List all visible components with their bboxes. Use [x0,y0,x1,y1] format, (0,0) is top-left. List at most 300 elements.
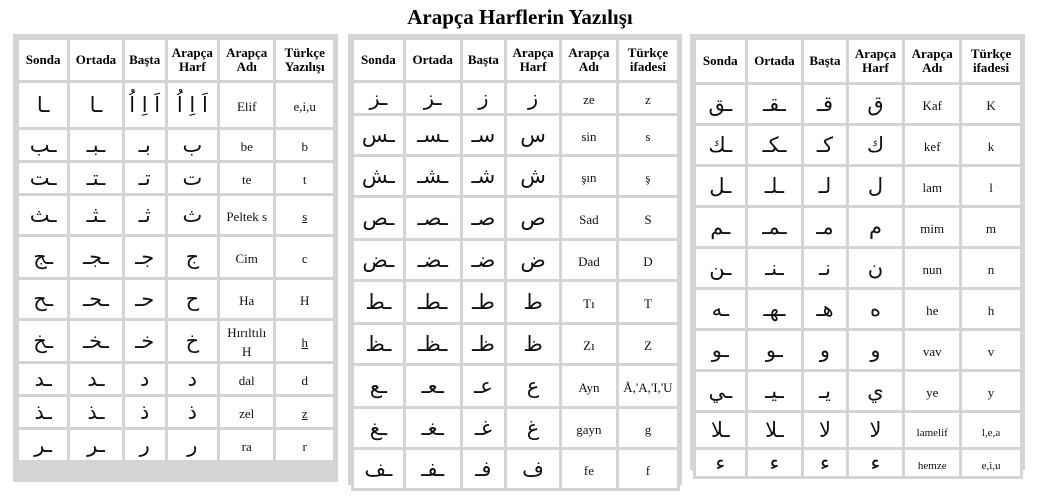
cell-ortada [748,167,802,205]
cell-turkce [619,409,677,447]
cell-basta [463,450,504,488]
cell-sonda [19,280,67,318]
arabic-letter-sonda: ـد [34,367,52,391]
cell-sonda [19,237,67,277]
cell-turkce [619,83,677,113]
turkish-equivalent: z [645,91,651,107]
column-header-sonda: Sonda [354,40,403,80]
arabic-letter-harf: خ [185,329,200,353]
cell-turkce [276,430,333,460]
arabic-letter-basta: اَ اِ اُ [129,93,161,117]
arabic-letter-ortada: ـغـ [421,416,444,440]
turkish-equivalent: z [301,405,308,421]
column-header-basta: Başta [463,40,504,80]
cell-sonda [354,325,403,363]
cell-basta [804,208,845,246]
cell-adi [905,413,959,447]
cell-basta [463,366,504,406]
cell-basta [463,83,504,113]
arabic-letter-sonda: ـا [36,93,50,117]
letter-table-2 [351,37,680,491]
cell-turkce [276,364,333,394]
column-header-adi: Arapça Adı [562,40,616,80]
table-row [354,366,677,406]
cell-harf [849,249,903,287]
arabic-letter-harf: ق [867,92,884,116]
arabic-letter-sonda: ـه [711,297,729,321]
cell-adi [562,157,616,195]
cell-sonda [354,198,403,238]
letter-name: Kaf [922,97,942,113]
letter-name: vav [922,343,942,359]
cell-turkce [276,83,333,127]
column-header-basta: Başta [804,40,845,82]
arabic-letter-ortada: ـجـ [83,245,109,269]
cell-harf [849,450,903,476]
cell-adi [562,366,616,406]
cell-basta [125,83,165,127]
arabic-letter-sonda: ء [715,451,726,475]
letter-name: te [242,171,252,187]
cell-harf [849,290,903,328]
cell-ortada [406,325,460,363]
turkish-equivalent: y [987,384,995,400]
cell-turkce [962,331,1020,369]
arabic-letter-basta: شـ [471,164,496,188]
table-row [19,397,333,427]
arabic-letter-harf: ش [520,164,546,188]
cell-sonda [354,157,403,195]
arabic-letter-sonda: ـغ [369,416,388,440]
arabic-letter-harf: ص [520,206,546,230]
letter-name: be [240,138,253,154]
arabic-letter-ortada: ـطـ [417,290,448,314]
arabic-letter-basta: سـ [471,123,496,147]
cell-sonda [19,163,67,193]
cell-turkce [619,450,677,488]
table-row [19,364,333,394]
cell-basta [463,198,504,238]
column-header-harf: Arapça Harf [507,40,559,80]
arabic-letter-harf: ك [866,133,885,157]
arabic-letter-ortada: ـز [423,86,442,110]
cell-basta [463,282,504,322]
cell-turkce [962,126,1020,164]
cell-basta [804,331,845,369]
table-panel-3 [690,34,1025,475]
turkish-equivalent: h [301,334,308,350]
turkish-equivalent: D [643,253,653,269]
letter-name: lam [922,179,942,195]
cell-basta [804,85,845,123]
arabic-letter-basta: خـ [135,329,155,353]
cell-sonda [354,116,403,154]
cell-ortada [70,321,121,361]
arabic-letter-harf: م [868,215,882,239]
letter-name: Ayn [578,379,600,395]
cell-sonda [354,83,403,113]
cell-basta [463,241,504,279]
cell-ortada [748,85,802,123]
cell-ortada [70,163,121,193]
table-row [354,282,677,322]
letter-name: nun [922,261,942,277]
cell-basta [804,372,845,410]
turkish-equivalent: k [987,138,995,154]
arabic-letter-sonda: ـو [711,338,729,362]
arabic-letter-ortada: ـبـ [86,133,106,157]
cell-adi [220,83,273,127]
arabic-letter-basta: لـ [818,174,832,198]
cell-ortada [406,198,460,238]
arabic-letter-ortada: ـذ [87,400,105,424]
cell-adi [905,85,959,123]
column-header-adi: Arapça Adı [905,40,959,82]
arabic-letter-sonda: ـب [29,133,57,157]
arabic-letter-harf: لا [869,418,882,442]
cell-turkce [962,290,1020,328]
arabic-letter-harf: ذ [187,400,198,424]
cell-ortada [748,249,802,287]
cell-basta [125,321,165,361]
turkish-equivalent: l,e,a [981,426,1001,439]
arabic-letter-basta: قـ [816,92,834,116]
cell-sonda [19,130,67,160]
arabic-letter-harf: ه [869,297,881,321]
table-panel-2 [348,34,682,485]
cell-ortada [748,126,802,164]
cell-basta [463,157,504,195]
letter-name: sin [581,128,597,144]
turkish-equivalent: m [985,220,997,236]
cell-adi [220,397,273,427]
letter-name: Ha [239,292,255,308]
table-panel-1 [13,34,338,482]
letter-name: Peltek s [226,208,268,224]
cell-turkce [276,280,333,318]
cell-sonda [696,450,745,476]
letter-name: Zı [583,337,595,353]
page-title: Arapça Harflerin Yazılışı [407,5,633,29]
arabic-letter-harf: ن [867,256,884,280]
cell-adi [562,83,616,113]
table-row [354,116,677,154]
arabic-letter-harf: ط [523,290,543,314]
arabic-letter-ortada: ـمـ [762,215,787,239]
cell-harf [507,450,559,488]
cell-sonda [696,126,745,164]
arabic-letter-sonda: ـج [33,245,53,269]
cell-adi [220,237,273,277]
cell-basta [804,450,845,476]
cell-ortada [70,397,121,427]
cell-turkce [619,157,677,195]
arabic-letter-basta: هـ [816,297,834,321]
arabic-letter-ortada: ـهـ [763,297,786,321]
arabic-letter-ortada: ـصـ [417,206,448,230]
arabic-letter-ortada: ـظـ [417,332,448,356]
arabic-letter-basta: كـ [816,133,834,157]
cell-turkce [962,167,1020,205]
cell-basta [125,364,165,394]
letter-name: kef [923,138,941,154]
arabic-letter-sonda: ـض [362,248,395,272]
arabic-letter-sonda: ـف [364,457,393,481]
arabic-letter-sonda: ـي [708,379,733,403]
arabic-letter-basta: بـ [138,133,151,157]
arabic-letter-harf: و [870,338,881,362]
cell-turkce [619,241,677,279]
arabic-letter-basta: ذ [139,400,150,424]
turkish-equivalent: l [989,179,993,195]
cell-adi [220,163,273,193]
cell-adi [905,450,959,476]
cell-adi [562,282,616,322]
cell-turkce [962,249,1020,287]
turkish-equivalent: n [987,261,995,277]
turkish-equivalent: t [302,171,307,187]
cell-ortada [70,83,121,127]
cell-basta [804,126,845,164]
letter-name: mim [920,220,945,236]
table-row [696,126,1020,164]
cell-sonda [696,413,745,447]
cell-basta [804,413,845,447]
arabic-letter-ortada: ـو [765,338,783,362]
letter-name: ye [926,384,939,400]
cell-adi [562,241,616,279]
arabic-letter-ortada: ـا [89,93,103,117]
cell-turkce [619,198,677,238]
cell-harf [507,83,559,113]
cell-sonda [19,430,67,460]
arabic-letter-sonda: ـظ [365,332,392,356]
table-row [696,372,1020,410]
arabic-letter-harf: غ [526,416,540,440]
table-row [696,167,1020,205]
column-header-adi: Arapça Adı [220,40,273,80]
arabic-letter-sonda: ـح [33,287,53,311]
cell-adi [220,364,273,394]
turkish-equivalent: T [643,295,652,311]
cell-ortada [70,364,121,394]
cell-ortada [406,116,460,154]
arabic-letter-sonda: ـس [361,123,395,147]
letter-name: Hırıltılı H [227,325,267,359]
cell-adi [562,325,616,363]
cell-turkce [276,237,333,277]
cell-sonda [19,83,67,127]
arabic-letter-sonda: ـز [369,86,388,110]
arabic-letter-harf: ظ [523,332,543,356]
arabic-letter-sonda: ـص [362,206,395,230]
letter-name: ze [583,91,595,107]
table-row [696,413,1020,447]
column-header-sonda: Sonda [696,40,745,82]
cell-adi [905,249,959,287]
arabic-letter-sonda: ـذ [34,400,52,424]
arabic-letter-basta: جـ [135,245,155,269]
arabic-letter-basta: مـ [816,215,834,239]
arabic-letter-harf: اَ اِ اُ [176,93,208,117]
letter-name: zel [239,405,255,421]
table-row [19,280,333,318]
table-row [19,83,333,127]
cell-ortada [406,366,460,406]
cell-harf [168,83,217,127]
letter-name: Dad [578,253,600,269]
cell-harf [168,321,217,361]
arabic-letter-ortada: ـعـ [421,374,444,398]
arabic-letter-basta: غـ [474,416,492,440]
table-row [354,325,677,363]
arabic-letter-sonda: ـع [369,374,388,398]
table-row [19,196,333,234]
cell-turkce [962,372,1020,410]
arabic-letter-sonda: ـش [361,164,395,188]
table-row [696,85,1020,123]
cell-ortada [748,208,802,246]
turkish-equivalent: r [302,438,307,454]
turkish-equivalent: g [644,421,652,437]
cell-harf [507,198,559,238]
table-row [696,208,1020,246]
arabic-letter-basta: لا [818,418,831,442]
table-row [19,430,333,460]
cell-ortada [748,331,802,369]
arabic-letter-sonda: ـل [709,174,732,198]
turkish-equivalent: d [301,372,308,388]
cell-basta [125,280,165,318]
cell-harf [168,430,217,460]
letter-name: Sad [579,211,599,227]
turkish-equivalent: H [300,292,310,308]
cell-harf [507,409,559,447]
arabic-letter-harf: ب [182,133,203,157]
arabic-letter-basta: يـ [818,379,831,403]
cell-basta [804,167,845,205]
cell-basta [125,163,165,193]
cell-ortada [406,157,460,195]
cell-ortada [406,241,460,279]
cell-harf [849,85,903,123]
cell-adi [905,331,959,369]
cell-sonda [696,249,745,287]
cell-turkce [962,208,1020,246]
cell-harf [849,126,903,164]
cell-adi [562,198,616,238]
cell-ortada [748,290,802,328]
cell-adi [220,196,273,234]
table-row [696,290,1020,328]
arabic-letter-harf: ي [867,379,884,403]
turkish-equivalent: f [645,462,651,478]
arabic-letter-harf: ت [182,166,203,190]
arabic-letter-ortada: ـشـ [417,164,449,188]
column-header-turkce: Türkçe ifadesi [619,40,677,80]
arabic-letter-harf: ج [185,245,200,269]
cell-adi [220,280,273,318]
table-row [354,157,677,195]
cell-sonda [696,167,745,205]
header-row [19,40,333,80]
arabic-letter-ortada: ـضـ [417,248,448,272]
letter-table-3 [693,37,1023,479]
cell-turkce [619,325,677,363]
letter-name: lamelif [916,426,948,439]
cell-turkce [619,116,677,154]
cell-harf [849,331,903,369]
arabic-letter-basta: ضـ [471,248,496,272]
cell-ortada [748,413,802,447]
cell-ortada [406,83,460,113]
letter-name: gayn [576,421,602,437]
cell-sonda [696,331,745,369]
arabic-letter-harf: ء [870,451,881,475]
cell-adi [220,430,273,460]
turkish-equivalent: b [301,138,308,154]
cell-basta [125,430,165,460]
cell-ortada [70,430,121,460]
letter-name: hemze [917,459,947,472]
cell-basta [125,237,165,277]
table-row [696,450,1020,476]
arabic-letter-harf: ح [185,287,200,311]
turkish-equivalent: h [987,302,995,318]
arabic-letter-basta: ر [139,433,150,457]
letter-name: dal [238,372,255,388]
arabic-letter-ortada: ـلا [765,418,784,442]
cell-sonda [696,85,745,123]
cell-basta [804,249,845,287]
cell-turkce [276,397,333,427]
turkish-equivalent: S [644,211,652,227]
column-header-turkce: Türkçe Yazılışı [276,40,333,80]
turkish-equivalent: s [645,128,651,144]
table-row [354,241,677,279]
table-row [354,450,677,488]
arabic-letter-basta: ظـ [471,332,495,356]
arabic-letter-basta: فـ [475,457,492,481]
letter-table-1 [16,37,336,463]
arabic-letter-sonda: ـن [709,256,732,280]
cell-sonda [19,196,67,234]
cell-adi [562,116,616,154]
cell-adi [220,130,273,160]
letter-name: ra [241,438,252,454]
arabic-letter-basta: تـ [138,166,151,190]
arabic-letter-ortada: ـثـ [86,203,106,227]
arabic-letter-harf: د [187,367,198,391]
cell-harf [507,116,559,154]
cell-adi [905,208,959,246]
cell-sonda [696,290,745,328]
arabic-letter-ortada: ـسـ [417,123,449,147]
cell-harf [168,280,217,318]
cell-turkce [276,196,333,234]
column-header-turkce: Türkçe ifadesi [962,40,1020,82]
cell-harf [168,196,217,234]
cell-sonda [354,366,403,406]
arabic-letter-harf: ع [526,374,540,398]
turkish-equivalent: e,i,u [981,459,1001,472]
arabic-letter-sonda: ـخ [33,329,53,353]
turkish-equivalent: s [302,208,308,224]
arabic-letter-ortada: ـتـ [86,166,106,190]
table-row [19,163,333,193]
cell-harf [507,366,559,406]
table-row [354,83,677,113]
